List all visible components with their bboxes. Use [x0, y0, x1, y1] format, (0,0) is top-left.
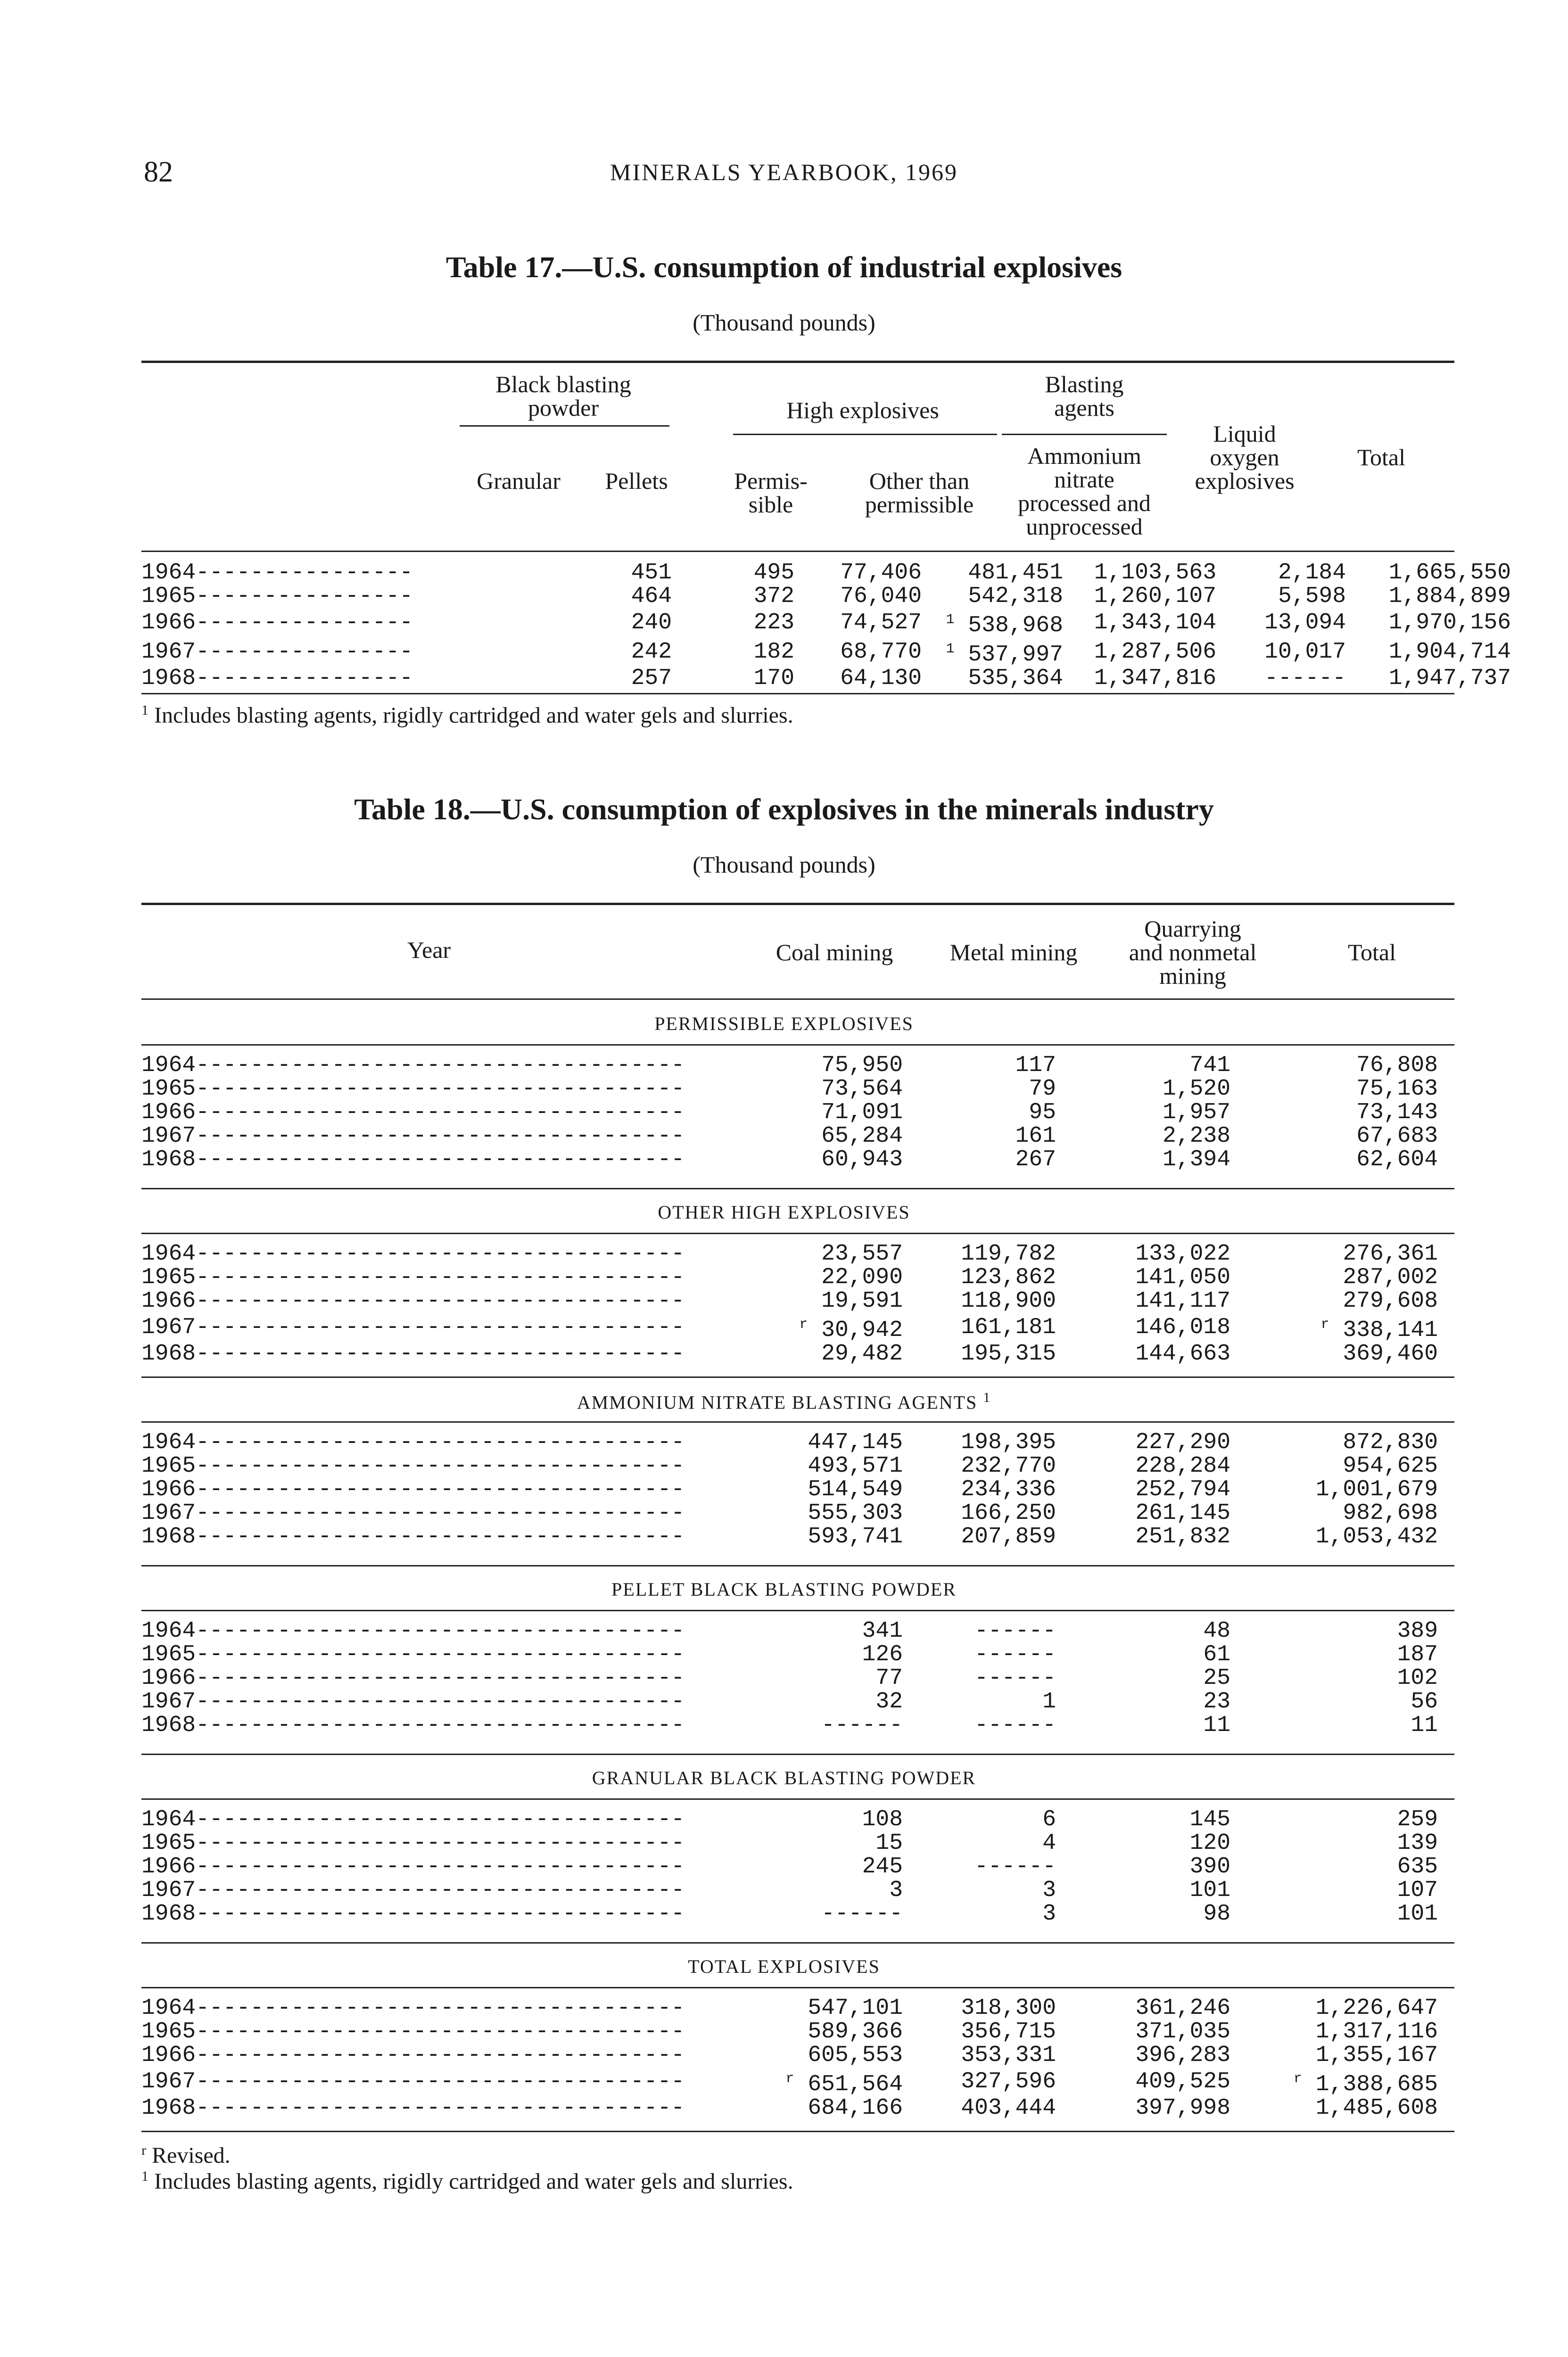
table-row: 1966------------------------------------ 77 ------ 25 102: [141, 1665, 1438, 1691]
header-other-than-permissible: Other than permissible: [865, 468, 974, 518]
year-label: 1964: [141, 1808, 196, 1831]
table-row: 1966------------------------------------ 71,091 95 1,957 73,143: [141, 1100, 1438, 1125]
value-total: 1,884,899: [1388, 584, 1511, 609]
value-metal: 123,862: [961, 1265, 1056, 1290]
value-metal: 3: [1042, 1878, 1056, 1903]
header-black-blasting-powder: Black blasting powder: [495, 371, 631, 421]
value-coal: 23,557: [821, 1241, 903, 1267]
value-metal: 166,250: [961, 1500, 1056, 1526]
value-quarry: 145: [1189, 1807, 1230, 1832]
section-rule: [141, 1942, 1454, 1944]
table-row: 1968------------------------------------ 60,943 267 1,394 62,604: [141, 1147, 1438, 1172]
value-total: 56: [1411, 1689, 1438, 1714]
value-permissible: 76,040: [840, 584, 922, 609]
table17-body: [141, 561, 1558, 690]
table-row: 1968---------------- 257 170 64,130 535,364 1,347,816 ------ 1,947,737: [141, 666, 1511, 691]
value-quarry: 371,035: [1135, 2019, 1230, 2044]
value-quarry: 251,832: [1135, 1524, 1230, 1549]
value-liquid: ------: [1264, 666, 1346, 691]
table-row: 1964------------------------------------ 341 ------ 48 389: [141, 1618, 1438, 1644]
table-row: 1964------------------------------------ 447,145 198,395 227,290 872,830: [141, 1430, 1438, 1455]
value-metal: ------: [974, 1854, 1056, 1879]
value-coal: 73,564: [821, 1076, 903, 1102]
value-total: 276,361: [1343, 1241, 1438, 1267]
value-quarry: 397,998: [1135, 2095, 1230, 2121]
value-granular: 451: [631, 560, 672, 585]
value-total: 954,625: [1343, 1453, 1438, 1479]
table-row: 1966------------------------------------ 514,549 234,336 252,794 1,001,679: [141, 1477, 1438, 1502]
value-total: 102: [1397, 1665, 1438, 1691]
year-label: 1965: [141, 1643, 196, 1666]
value-total: 1,317,116: [1315, 2019, 1438, 2044]
value-total: 187: [1397, 1642, 1438, 1667]
value-metal: 3: [1042, 1901, 1056, 1927]
table18-unit: (Thousand pounds): [693, 851, 875, 878]
table-row: 1968------------------------------------ 593,741 207,859 251,832 1,053,432: [141, 1524, 1438, 1549]
section-label-granular-black: GRANULAR BLACK BLASTING POWDER: [592, 1767, 976, 1788]
year-label: 1965: [141, 1831, 196, 1855]
footnote-mark: 1: [983, 1390, 991, 1405]
value-granular: 257: [631, 666, 672, 691]
value-metal: 6: [1042, 1807, 1056, 1832]
table-row: 1967------------------------------------ 555,303 166,250 261,145 982,698: [141, 1500, 1438, 1526]
header-liquid-oxygen: Liquid oxygen explosives: [1195, 420, 1295, 494]
footnote-text: Includes blasting agents, rigidly cartridged and water gels and slurries.: [154, 703, 793, 728]
value-metal: 353,331: [961, 2043, 1056, 2068]
year-label: 1967: [141, 1501, 196, 1525]
table-row: 1965------------------------------------ 22,090 123,862 141,050 287,002: [141, 1265, 1438, 1290]
revised-mark: r: [799, 1317, 808, 1333]
section-rule: [141, 1754, 1454, 1755]
value-coal: 75,950: [821, 1053, 903, 1078]
value-liquid: 2,184: [1278, 560, 1346, 585]
table-row: 1967------------------------------------ 3 3 101 107: [141, 1878, 1438, 1903]
running-title: MINERALS YEARBOOK, 1969: [610, 159, 958, 185]
value-quarry: 141,117: [1135, 1288, 1230, 1314]
value-granular: 464: [631, 584, 672, 609]
section-table-total: [141, 1996, 1454, 2120]
value-quarry: 396,283: [1135, 2043, 1230, 2068]
table-row: 1964---------------- 451 495 77,406 481,451 1,103,563 2,184 1,665,550: [141, 560, 1511, 585]
table-row: 1965------------------------------------ 73,564 79 1,520 75,163: [141, 1076, 1438, 1102]
footnote-mark: 1: [946, 612, 955, 628]
value-other: 537,997: [968, 642, 1063, 668]
value-coal: 589,366: [808, 2019, 903, 2044]
value-granular: 242: [631, 639, 672, 665]
value-pellets: 495: [753, 560, 794, 585]
value-metal: 356,715: [961, 2019, 1056, 2044]
table-row: 1964------------------------------------ 547,101 318,300 361,246 1,226,647: [141, 1995, 1438, 2021]
value-metal: 119,782: [961, 1241, 1056, 1267]
value-coal: ------: [821, 1713, 903, 1738]
section-label-permissible: PERMISSIBLE EXPLOSIVES: [654, 1013, 914, 1034]
table-row: 1968------------------------------------ ------ ------ 11 11: [141, 1713, 1438, 1738]
header-black-powder-underline: [460, 425, 669, 427]
value-quarry: 228,284: [1135, 1453, 1230, 1479]
section-label-total: TOTAL EXPLOSIVES: [688, 1956, 880, 1977]
value-coal: 19,591: [821, 1288, 903, 1314]
value-quarry: 25: [1203, 1665, 1230, 1691]
value-pellets: 372: [753, 584, 794, 609]
value-coal: 514,549: [808, 1477, 903, 1502]
year-label: 1967: [141, 1124, 196, 1148]
value-coal: 126: [862, 1642, 903, 1667]
value-metal: 198,395: [961, 1430, 1056, 1455]
value-total: 67,683: [1356, 1123, 1438, 1149]
section-table-pellet-black: [141, 1619, 1454, 1737]
header-high-explosives-underline: [733, 434, 997, 435]
year-label: 1968: [141, 667, 196, 690]
year-label: 1965: [141, 1266, 196, 1289]
value-metal: 232,770: [961, 1453, 1056, 1479]
section-table-ammonium: [141, 1431, 1454, 1549]
table-row: 1968------------------------------------ 684,166 403,444 397,998 1,485,608: [141, 2095, 1438, 2121]
value-coal: 108: [862, 1807, 903, 1832]
value-coal: 60,943: [821, 1147, 903, 1172]
year-label: 1966: [141, 1289, 196, 1313]
year-label: 1964: [141, 1431, 196, 1454]
value-total: 62,604: [1356, 1147, 1438, 1172]
value-permissible: 77,406: [840, 560, 922, 585]
value-quarry: 11: [1203, 1713, 1230, 1738]
value-total: 635: [1397, 1854, 1438, 1879]
table-row: 1967------------------------------------ $^r$ 30,942 161,181 146,018 $^r$ 338,141: [141, 1315, 1438, 1343]
value-total: 369,460: [1343, 1341, 1438, 1367]
value-coal: 245: [862, 1854, 903, 1879]
year-label: 1965: [141, 2020, 196, 2044]
table-row: 1967------------------------------------ $^r$ 651,564 327,596 409,525 $^r$ 1,388,685: [141, 2069, 1438, 2097]
value-total: 73,143: [1356, 1100, 1438, 1125]
year-label: 1967: [141, 639, 196, 665]
value-liquid: 5,598: [1278, 584, 1346, 609]
value-total: 982,698: [1343, 1500, 1438, 1526]
value-metal: ------: [974, 1642, 1056, 1667]
value-ammonium: 1,343,104: [1094, 610, 1216, 635]
header-blasting-agents-underline: [1002, 434, 1167, 435]
footnote-mark: 1: [946, 641, 955, 657]
value-quarry: 1,394: [1162, 1147, 1230, 1172]
revised-mark: r: [1293, 2071, 1302, 2087]
table18-bottom-rule: [141, 2131, 1454, 2132]
value-total: 1,665,550: [1388, 560, 1511, 585]
header-year: Year: [407, 937, 451, 963]
section-rule: [141, 1565, 1454, 1566]
value-quarry: 1,957: [1162, 1100, 1230, 1125]
footnote-mark: 1: [141, 702, 149, 718]
footnote-text: Includes blasting agents, rigidly cartridged and water gels and slurries.: [154, 2169, 793, 2194]
section-label-ammonium: AMMONIUM NITRATE BLASTING AGENTS $^1$: [577, 1390, 991, 1413]
value-total: 75,163: [1356, 1076, 1438, 1102]
value-coal: 22,090: [821, 1265, 903, 1290]
value-liquid: 13,094: [1264, 610, 1346, 635]
value-quarry: 146,018: [1135, 1315, 1230, 1340]
value-total: 101: [1397, 1901, 1438, 1927]
value-coal: 29,482: [821, 1341, 903, 1367]
value-permissible: 74,527: [840, 610, 922, 635]
value-pellets: 182: [753, 639, 794, 665]
year-label: 1968: [141, 1525, 196, 1549]
value-granular: 240: [631, 610, 672, 635]
year-label: 1964: [141, 1242, 196, 1266]
value-quarry: 1,520: [1162, 1076, 1230, 1102]
value-metal: 207,859: [961, 1524, 1056, 1549]
value-total: 1,355,167: [1315, 2043, 1438, 2068]
value-liquid: 10,017: [1264, 639, 1346, 665]
table-row: 1966------------------------------------ 19,591 118,900 141,117 279,608: [141, 1288, 1438, 1314]
table-row: 1965------------------------------------ 126 ------ 61 187: [141, 1642, 1438, 1667]
value-total: 338,141: [1343, 1318, 1438, 1343]
value-quarry: 48: [1203, 1618, 1230, 1644]
value-total: 1,485,608: [1315, 2095, 1438, 2121]
value-quarry: 741: [1189, 1053, 1230, 1078]
value-quarry: 141,050: [1135, 1265, 1230, 1290]
table17-unit: (Thousand pounds): [693, 309, 875, 336]
value-metal: 267: [1015, 1147, 1056, 1172]
footnote-text: Revised.: [152, 2143, 231, 2168]
table-row: 1967------------------------------------ 65,284 161 2,238 67,683: [141, 1123, 1438, 1149]
value-coal: 605,553: [808, 2043, 903, 2068]
value-total: 1,053,432: [1315, 1524, 1438, 1549]
value-quarry: 144,663: [1135, 1341, 1230, 1367]
header-granular: Granular: [477, 468, 561, 494]
value-coal: 71,091: [821, 1100, 903, 1125]
value-quarry: 261,145: [1135, 1500, 1230, 1526]
revised-mark: r: [141, 2143, 146, 2158]
year-label: 1966: [141, 1855, 196, 1879]
value-metal: 117: [1015, 1053, 1056, 1078]
table-row: 1968------------------------------------ 29,482 195,315 144,663 369,460: [141, 1341, 1438, 1367]
header-total: Total: [1347, 939, 1396, 965]
value-quarry: 409,525: [1135, 2069, 1230, 2094]
value-coal: 3: [889, 1878, 903, 1903]
value-metal: 4: [1042, 1830, 1056, 1856]
year-label: 1968: [141, 1148, 196, 1171]
value-coal: 30,942: [821, 1318, 903, 1343]
value-ammonium: 1,260,107: [1094, 584, 1216, 609]
year-label: 1966: [141, 1478, 196, 1501]
table-row: 1964------------------------------------ 23,557 119,782 133,022 276,361: [141, 1241, 1438, 1267]
year-label: 1965: [141, 585, 196, 608]
value-quarry: 101: [1189, 1878, 1230, 1903]
header-pellets: Pellets: [605, 468, 668, 494]
table17-footnote: [141, 702, 793, 728]
value-permissible: 68,770: [840, 639, 922, 665]
value-coal: 32: [875, 1689, 903, 1714]
table-row: 1964------------------------------------ 75,950 117 741 76,808: [141, 1053, 1438, 1078]
value-total: 287,002: [1343, 1265, 1438, 1290]
value-total: 389: [1397, 1618, 1438, 1644]
value-other: 481,451: [968, 560, 1063, 585]
year-label: 1967: [141, 1879, 196, 1902]
table-row: 1964------------------------------------ 108 6 145 259: [141, 1807, 1438, 1832]
table-row: 1965---------------- 464 372 76,040 542,318 1,260,107 5,598 1,884,899: [141, 584, 1511, 609]
value-coal: 341: [862, 1618, 903, 1644]
header-quarrying: Quarrying and nonmetal mining: [1129, 915, 1257, 989]
value-total: 11: [1411, 1713, 1438, 1738]
section-rule: [141, 1044, 1454, 1046]
table-row: 1967------------------------------------ 32 1 23 56: [141, 1689, 1438, 1714]
value-metal: 79: [1029, 1076, 1056, 1102]
value-total: 76,808: [1356, 1053, 1438, 1078]
year-label: 1968: [141, 1902, 196, 1926]
value-total: 1,001,679: [1315, 1477, 1438, 1502]
value-quarry: 133,022: [1135, 1241, 1230, 1267]
value-coal: 15: [875, 1830, 903, 1856]
value-ammonium: 1,287,506: [1094, 639, 1216, 665]
year-label: 1967: [141, 1690, 196, 1714]
header-permissible: Permis- sible: [734, 468, 808, 518]
value-coal: 555,303: [808, 1500, 903, 1526]
value-total: 1,388,685: [1315, 2072, 1438, 2097]
section-rule: [141, 1610, 1454, 1611]
value-metal: ------: [974, 1665, 1056, 1691]
section-rule: [141, 1188, 1454, 1189]
value-total: 1,226,647: [1315, 1995, 1438, 2021]
section-rule: [141, 1376, 1454, 1378]
table18-header-rule: [141, 998, 1454, 1000]
year-label: 1966: [141, 610, 196, 635]
value-other: 535,364: [968, 666, 1063, 691]
value-coal: 547,101: [808, 1995, 903, 2021]
table18-title: Table 18.—U.S. consumption of explosives in the minerals industry: [354, 792, 1214, 826]
section-label-pellet-black: PELLET BLACK BLASTING POWDER: [611, 1579, 957, 1600]
section-rule: [141, 1798, 1454, 1800]
value-total: 279,608: [1343, 1288, 1438, 1314]
value-total: 1,970,156: [1388, 610, 1511, 635]
value-coal: ------: [821, 1901, 903, 1927]
table17-top-rule: [141, 361, 1454, 363]
value-ammonium: 1,347,816: [1094, 666, 1216, 691]
value-coal: 447,145: [808, 1430, 903, 1455]
value-coal: 77: [875, 1665, 903, 1691]
header-ammonium-nitrate: Ammonium nitrate processed and unprocessed: [1018, 443, 1151, 540]
value-total: 107: [1397, 1878, 1438, 1903]
table-row: 1966------------------------------------ 245 ------ 390 635: [141, 1854, 1438, 1879]
year-label: 1968: [141, 1714, 196, 1737]
table17-header-rule: [141, 551, 1454, 552]
value-metal: 95: [1029, 1100, 1056, 1125]
value-metal: 234,336: [961, 1477, 1056, 1502]
section-label-other-high: OTHER HIGH EXPLOSIVES: [658, 1202, 910, 1223]
section-table-permissible: [141, 1054, 1454, 1171]
value-other: 542,318: [968, 584, 1063, 609]
year-label: 1965: [141, 1454, 196, 1478]
table18-top-rule: [141, 903, 1454, 905]
table-row: 1965------------------------------------ 493,571 232,770 228,284 954,625: [141, 1453, 1438, 1479]
header-blasting-agents: Blasting agents: [1045, 371, 1124, 421]
section-rule: [141, 1421, 1454, 1423]
year-label: 1966: [141, 1101, 196, 1124]
value-quarry: 227,290: [1135, 1430, 1230, 1455]
value-quarry: 2,238: [1162, 1123, 1230, 1149]
value-quarry: 23: [1203, 1689, 1230, 1714]
value-quarry: 120: [1189, 1830, 1230, 1856]
value-quarry: 252,794: [1135, 1477, 1230, 1502]
value-coal: 593,741: [808, 1524, 903, 1549]
year-label: 1967: [141, 1315, 196, 1340]
year-label: 1967: [141, 2069, 196, 2094]
value-coal: 65,284: [821, 1123, 903, 1149]
year-label: 1966: [141, 2044, 196, 2067]
year-label: 1964: [141, 1054, 196, 1077]
table17-bottom-rule: [141, 693, 1454, 694]
value-metal: 318,300: [961, 1995, 1056, 2021]
year-label: 1968: [141, 1342, 196, 1366]
table18-footnote-1: [141, 2168, 793, 2194]
header-coal-mining: Coal mining: [776, 939, 893, 965]
table18-footnote-revised: [141, 2143, 231, 2168]
header-high-explosives: High explosives: [786, 397, 939, 423]
value-permissible: 64,130: [840, 666, 922, 691]
value-total: 872,830: [1343, 1430, 1438, 1455]
page-header: [0, 156, 1568, 193]
value-metal: ------: [974, 1618, 1056, 1644]
section-rule: [141, 1987, 1454, 1988]
header-total: Total: [1357, 444, 1406, 470]
year-label: 1965: [141, 1077, 196, 1101]
value-quarry: 390: [1189, 1854, 1230, 1879]
year-label: 1968: [141, 2096, 196, 2120]
year-label: 1966: [141, 1666, 196, 1690]
value-metal: 403,444: [961, 2095, 1056, 2121]
value-quarry: 361,246: [1135, 1995, 1230, 2021]
revised-mark: r: [785, 2071, 794, 2087]
value-total: 1,904,714: [1388, 639, 1511, 665]
value-coal: 493,571: [808, 1453, 903, 1479]
value-other: 538,968: [968, 613, 1063, 638]
value-coal: 684,166: [808, 2095, 903, 2121]
value-total: 259: [1397, 1807, 1438, 1832]
table-row: 1965------------------------------------ 589,366 356,715 371,035 1,317,116: [141, 2019, 1438, 2044]
section-table-granular-black: [141, 1808, 1454, 1926]
value-metal: ------: [974, 1713, 1056, 1738]
value-metal: 118,900: [961, 1288, 1056, 1314]
table-row: 1968------------------------------------ ------ 3 98 101: [141, 1901, 1438, 1927]
value-quarry: 98: [1203, 1901, 1230, 1927]
revised-mark: r: [1320, 1317, 1329, 1333]
value-total: 1,947,737: [1388, 666, 1511, 691]
table-row: 1965------------------------------------ 15 4 120 139: [141, 1830, 1438, 1856]
section-table-other-high: [141, 1242, 1454, 1366]
value-metal: 195,315: [961, 1341, 1056, 1367]
table-row: 1967---------------- 242 182 68,770 $^1$ 537,997 1,287,506 10,017 1,904,714: [141, 639, 1511, 668]
page-number: 82: [144, 156, 173, 188]
year-label: 1964: [141, 1619, 196, 1643]
header-metal-mining: Metal mining: [949, 939, 1078, 965]
table-row: 1966------------------------------------ 605,553 353,331 396,283 1,355,167: [141, 2043, 1438, 2068]
table17-title: Table 17.—U.S. consumption of industrial explosives: [446, 250, 1122, 284]
value-metal: 1: [1042, 1689, 1056, 1714]
value-pellets: 170: [753, 666, 794, 691]
value-metal: 161: [1015, 1123, 1056, 1149]
value-metal: 327,596: [961, 2069, 1056, 2094]
table-row: 1966---------------- 240 223 74,527 $^1$ 538,968 1,343,104 13,094 1,970,156: [141, 610, 1511, 638]
value-quarry: 61: [1203, 1642, 1230, 1667]
section-rule: [141, 1233, 1454, 1234]
year-label: 1964: [141, 1996, 196, 2020]
footnote-mark: 1: [141, 2168, 149, 2184]
value-pellets: 223: [753, 610, 794, 635]
value-total: 139: [1397, 1830, 1438, 1856]
value-metal: 161,181: [961, 1315, 1056, 1340]
value-ammonium: 1,103,563: [1094, 560, 1216, 585]
year-label: 1964: [141, 561, 196, 585]
value-coal: 651,564: [808, 2072, 903, 2097]
